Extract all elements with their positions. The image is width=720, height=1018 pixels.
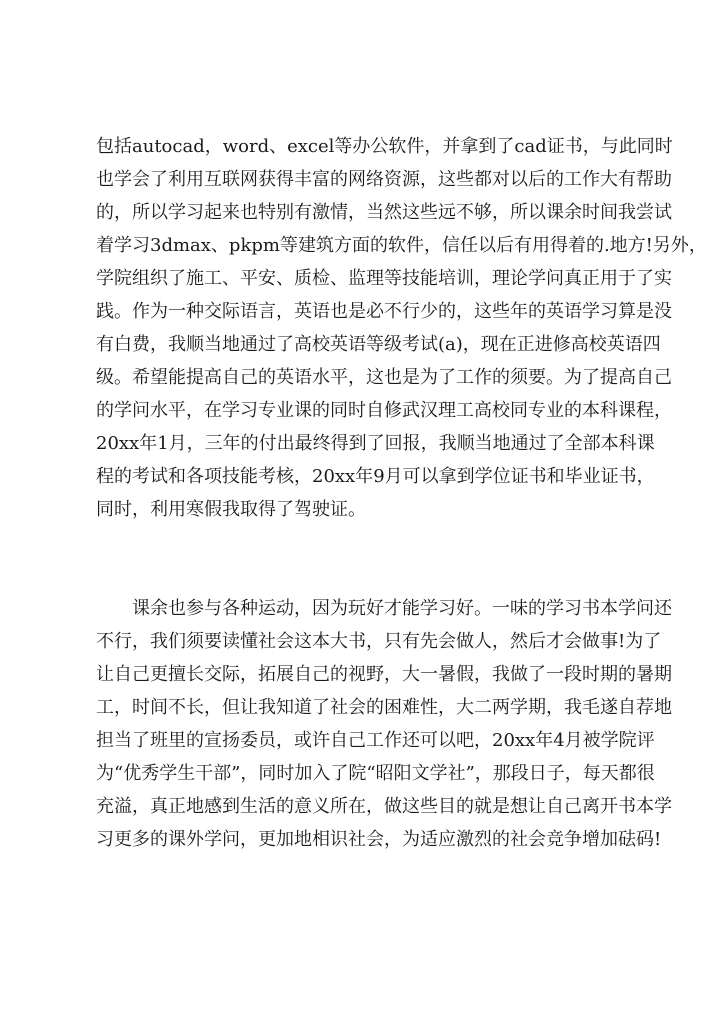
paragraph-line: 有白费，我顺当地通过了高校英语等级考试(a)，现在正进修高校英语四 — [96, 334, 661, 355]
paragraph-1 — [96, 130, 707, 526]
paragraph-line: 包括autocad，word、excel等办公软件，并拿到了cad证书，与此同时 — [96, 136, 673, 157]
paragraph-line: 工，时间不长，但让我知道了社会的困难性，大二两学期，我毛遂自荐地 — [96, 697, 672, 718]
paragraph-line: 的，所以学习起来也特别有激情，当然这些远不够，所以课余时间我尝试 — [96, 202, 672, 223]
paragraph-line: 学院组织了施工、平安、质检、监理等技能培训，理论学问真正用于了实 — [96, 268, 672, 289]
paragraph-line: 不行，我们须要读懂社会这本大书，只有先会做人，然后才会做事!为了 — [96, 631, 662, 652]
paragraph-line: 为“优秀学生干部”，同时加入了院“昭阳文学社”，那段日子，每天都很 — [96, 763, 655, 784]
paragraph-line: 习更多的课外学问，更加地相识社会，为适应激烈的社会竞争增加砝码! — [96, 829, 662, 850]
paragraph-line: 级。希望能提高自己的英语水平，这也是为了工作的须要。为了提高自己 — [96, 367, 672, 388]
paragraph-line: 践。作为一种交际语言，英语也是必不行少的，这些年的英语学习算是没 — [96, 301, 672, 322]
paragraph-line: 同时，利用寒假我取得了驾驶证。 — [96, 499, 366, 520]
paragraph-line: 程的考试和各项技能考核，20xx年9月可以拿到学位证书和毕业证书， — [96, 466, 655, 487]
paragraph-line: 课余也参与各种运动，因为玩好才能学习好。一味的学习书本学问还 — [132, 598, 672, 619]
paragraph-line: 充溢，真正地感到生活的意义所在，做这些目的就是想让自己离开书本学 — [96, 796, 672, 817]
paragraph-line: 着学习3dmax、pkpm等建筑方面的软件，信任以后有用得着的.地方!另外， — [96, 235, 707, 256]
paragraph-line: 担当了班里的宣扬委员，或许自己工作还可以吧，20xx年4月被学院评 — [96, 730, 655, 751]
paragraph-line: 也学会了利用互联网获得丰富的网络资源，这些都对以后的工作大有帮助 — [96, 169, 672, 190]
paragraph-line: 的学问水平，在学习专业课的同时自修武汉理工高校同专业的本科课程， — [96, 400, 672, 421]
paragraph-line: 20xx年1月，三年的付出最终得到了回报，我顺当地通过了全部本科课 — [96, 433, 655, 454]
paragraph-line: 让自己更擅长交际，拓展自己的视野，大一暑假，我做了一段时期的暑期 — [96, 664, 672, 685]
paragraph-2 — [96, 592, 672, 856]
